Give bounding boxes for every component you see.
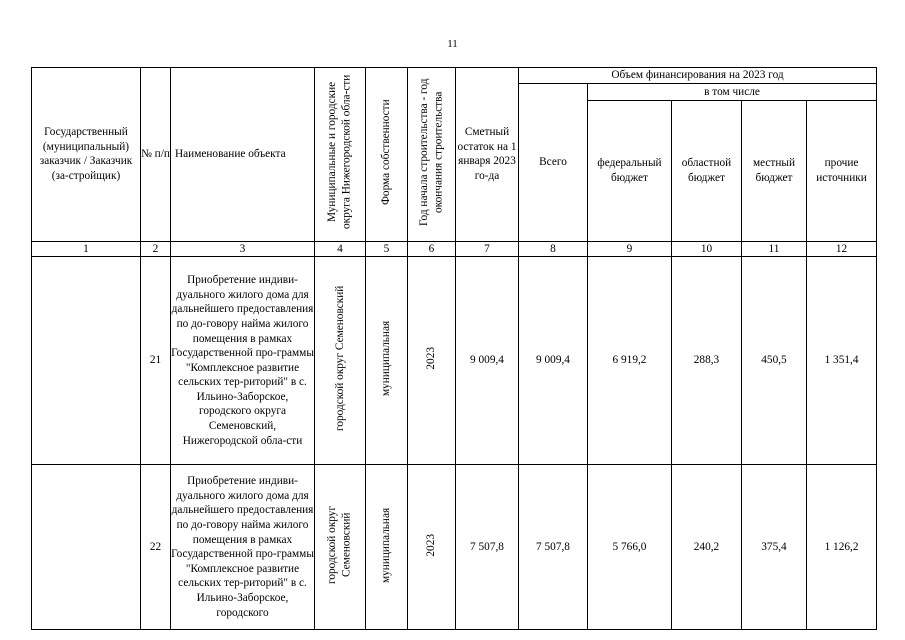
column-number: 10 <box>672 241 742 257</box>
column-number: 4 <box>315 241 366 257</box>
financing-table <box>31 67 877 630</box>
cell-district: городской округ Семеновский <box>315 257 366 465</box>
cell-total: 9 009,4 <box>519 257 588 465</box>
cell-number: 21 <box>141 257 171 465</box>
column-number: 9 <box>588 241 672 257</box>
header-object-name: Наименование объекта <box>171 68 315 242</box>
cell-number: 22 <box>141 465 171 630</box>
cell-object-name: Приобретение индиви-дуального жилого дома для дальнейшего предоставления по до-говору найма жилого помещения в рамках Государственной про-граммы "Комплексное развитие сельских тер-риторий" в с. Ильино-Заборское, городского <box>171 465 315 630</box>
cell-local: 450,5 <box>742 257 807 465</box>
column-number-row <box>32 241 877 257</box>
cell-district: городской округ Семеновский <box>315 465 366 630</box>
cell-ownership: муниципальная <box>366 257 408 465</box>
column-number: 8 <box>519 241 588 257</box>
column-number: 11 <box>742 241 807 257</box>
column-number: 7 <box>456 241 519 257</box>
header-federal-budget: федеральный бюджет <box>588 100 672 241</box>
cell-balance: 7 507,8 <box>456 465 519 630</box>
cell-local: 375,4 <box>742 465 807 630</box>
column-number: 5 <box>366 241 408 257</box>
cell-other: 1 351,4 <box>807 257 877 465</box>
cell-years: 2023 <box>408 257 456 465</box>
header-customer: Государственный (муниципальный) заказчик / Заказчик (за-стройщик) <box>32 68 141 242</box>
cell-regional: 240,2 <box>672 465 742 630</box>
header-ownership: Форма собственности <box>366 68 408 242</box>
header-district: Муниципальные и городские округа Нижегородской обла-сти <box>315 68 366 242</box>
column-number: 2 <box>141 241 171 257</box>
cell-regional: 288,3 <box>672 257 742 465</box>
cell-federal: 5 766,0 <box>588 465 672 630</box>
header-number: № п/п <box>141 68 171 242</box>
header-funding-group: Объем финансирования на 2023 год <box>519 68 877 84</box>
header-other-sources: прочие источники <box>807 100 877 241</box>
page-number: 11 <box>447 38 458 50</box>
column-number: 3 <box>171 241 315 257</box>
column-number: 1 <box>32 241 141 257</box>
header-regional-budget: областной бюджет <box>672 100 742 241</box>
cell-customer <box>32 257 141 465</box>
cell-total: 7 507,8 <box>519 465 588 630</box>
header-local-budget: местный бюджет <box>742 100 807 241</box>
cell-federal: 6 919,2 <box>588 257 672 465</box>
cell-other: 1 126,2 <box>807 465 877 630</box>
column-number: 12 <box>807 241 877 257</box>
header-estimate-balance: Сметный остаток на 1 января 2023 го-да <box>456 68 519 242</box>
cell-years: 2023 <box>408 465 456 630</box>
cell-object-name: Приобретение индиви-дуального жилого дома для дальнейшего предоставления по до-говору найма жилого помещения в рамках Государственной про-граммы "Комплексное развитие сельских тер-риторий" в с. Ильино-Заборское, городского округа Семеновский, Нижегородской обла-сти <box>171 257 315 465</box>
header-including-group: в том числе <box>588 84 877 101</box>
table-row <box>32 257 877 465</box>
table-row <box>32 465 877 630</box>
cell-ownership: муниципальная <box>366 465 408 630</box>
header-total: Всего <box>519 84 588 242</box>
header-construction-years: Год начала строительства - год окончания строительства <box>408 68 456 242</box>
cell-balance: 9 009,4 <box>456 257 519 465</box>
column-number: 6 <box>408 241 456 257</box>
cell-customer <box>32 465 141 630</box>
